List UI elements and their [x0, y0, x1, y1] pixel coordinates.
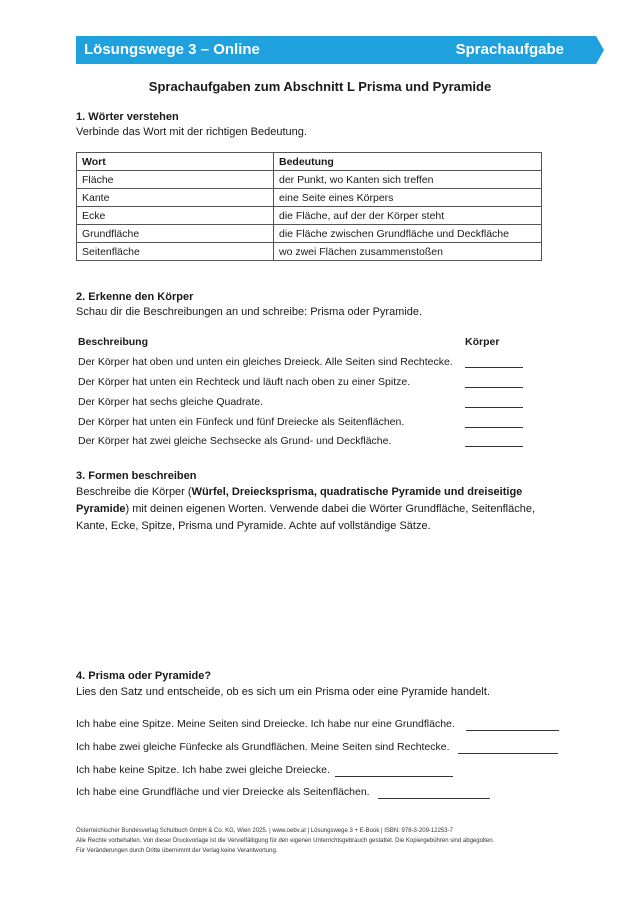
table-row [77, 243, 542, 261]
table-row [77, 207, 542, 225]
answer-blank[interactable] [378, 798, 490, 799]
page-title: Sprachaufgaben zum Abschnitt L Prisma und Pyramide [148, 79, 492, 94]
table-row [77, 171, 542, 189]
task1-instruction: Verbinde das Wort mit der richtigen Bedeutung. [76, 126, 307, 138]
table-row [77, 225, 542, 243]
col-header-body: Körper [465, 336, 500, 348]
task4-instruction: Lies den Satz und entscheide, ob es sich um ein Prisma oder eine Pyramide handelt. [76, 686, 490, 698]
col-header-meaning: Bedeutung [274, 153, 542, 171]
answer-blank[interactable] [465, 446, 523, 447]
answer-blank[interactable] [466, 730, 559, 731]
riddle-sentence: Ich habe eine Grundfläche und vier Dreiecke als Seitenflächen. [76, 786, 370, 798]
word-cell: Seitenfläche [77, 243, 274, 261]
answer-blank[interactable] [458, 753, 558, 754]
meaning-cell: wo zwei Flächen zusammenstoßen [274, 243, 542, 261]
task3-instruction [76, 484, 556, 535]
riddle-sentence: Ich habe eine Spitze. Meine Seiten sind Dreiecke. Ich habe nur eine Grundfläche. [76, 718, 455, 730]
footer-rights-line: Alle Rechte vorbehalten. Von dieser Druckvorlage ist die Vervielfältigung für den eigenen Unterrichtsgebrauch gestattet. Die Kopiergebühren sind abgegolten. [76, 838, 495, 844]
task2-heading: 2. Erkenne den Körper [76, 291, 194, 303]
task3-text-pre: Beschreibe die Körper ( [76, 486, 192, 498]
footer [76, 826, 576, 856]
task3-heading: 3. Formen beschreiben [76, 470, 197, 482]
word-cell: Kante [77, 189, 274, 207]
riddle-sentence: Ich habe keine Spitze. Ich habe zwei gleiche Dreiecke. [76, 764, 330, 776]
task1-heading: 1. Wörter verstehen [76, 111, 179, 123]
meaning-cell: der Punkt, wo Kanten sich treffen [274, 171, 542, 189]
task4-heading: 4. Prisma oder Pyramide? [76, 670, 212, 682]
task2-instruction: Schau dir die Beschreibungen an und schreibe: Prisma oder Pyramide. [76, 306, 423, 318]
header-book-title: Lösungswege 3 – Online [84, 41, 260, 58]
description-row: Der Körper hat unten ein Rechteck und läuft nach oben zu einer Spitze. [78, 376, 411, 388]
word-meaning-table [76, 152, 542, 261]
answer-blank[interactable] [465, 407, 523, 408]
description-row: Der Körper hat unten ein Fünfeck und fünf Dreiecke als Seitenflächen. [78, 416, 405, 428]
table-row [77, 189, 542, 207]
word-cell: Fläche [77, 171, 274, 189]
description-row: Der Körper hat zwei gleiche Sechsecke als Grund- und Deckfläche. [78, 435, 392, 447]
word-cell: Grundfläche [77, 225, 274, 243]
answer-blank[interactable] [465, 367, 523, 368]
answer-blank[interactable] [335, 776, 453, 777]
answer-blank[interactable] [465, 387, 523, 388]
description-row: Der Körper hat sechs gleiche Quadrate. [78, 396, 264, 408]
task3-body-list: Würfel, Dreiecksprisma, quadratische Pyramide und dreiseitige Pyramide [76, 486, 523, 515]
meaning-cell: die Fläche, auf der der Körper steht [274, 207, 542, 225]
header-section-label: Sprachaufgabe [455, 41, 564, 58]
description-row: Der Körper hat oben und unten ein gleiches Dreieck. Alle Seiten sind Rechtecke. [78, 356, 453, 368]
meaning-cell: die Fläche zwischen Grundfläche und Deckfläche [274, 225, 542, 243]
col-header-word: Wort [77, 153, 274, 171]
task3-text-post: ) mit deinen eigenen Worten. Verwende dabei die Wörter Grundfläche, Seitenfläche, Kante, Ecke, Spitze, Prisma und Pyramide. Achte auf vollständige Sätze. [76, 503, 536, 532]
riddle-sentence: Ich habe zwei gleiche Fünfecke als Grundflächen. Meine Seiten sind Rechtecke. [76, 741, 450, 753]
answer-blank[interactable] [465, 427, 523, 428]
word-cell: Ecke [77, 207, 274, 225]
footer-liability-line: Für Veränderungen durch Dritte übernimmt der Verlag keine Verantwortung. [76, 848, 278, 854]
footer-publisher-line: Österreichischer Bundesverlag Schulbuch GmbH & Co. KG, Wien 2025. | www.oebv.at | Lösungswege 3 + E-Book | ISBN: 978-3-209-12253-7 [76, 828, 453, 834]
col-header-description: Beschreibung [78, 336, 149, 348]
meaning-cell: eine Seite eines Körpers [274, 189, 542, 207]
